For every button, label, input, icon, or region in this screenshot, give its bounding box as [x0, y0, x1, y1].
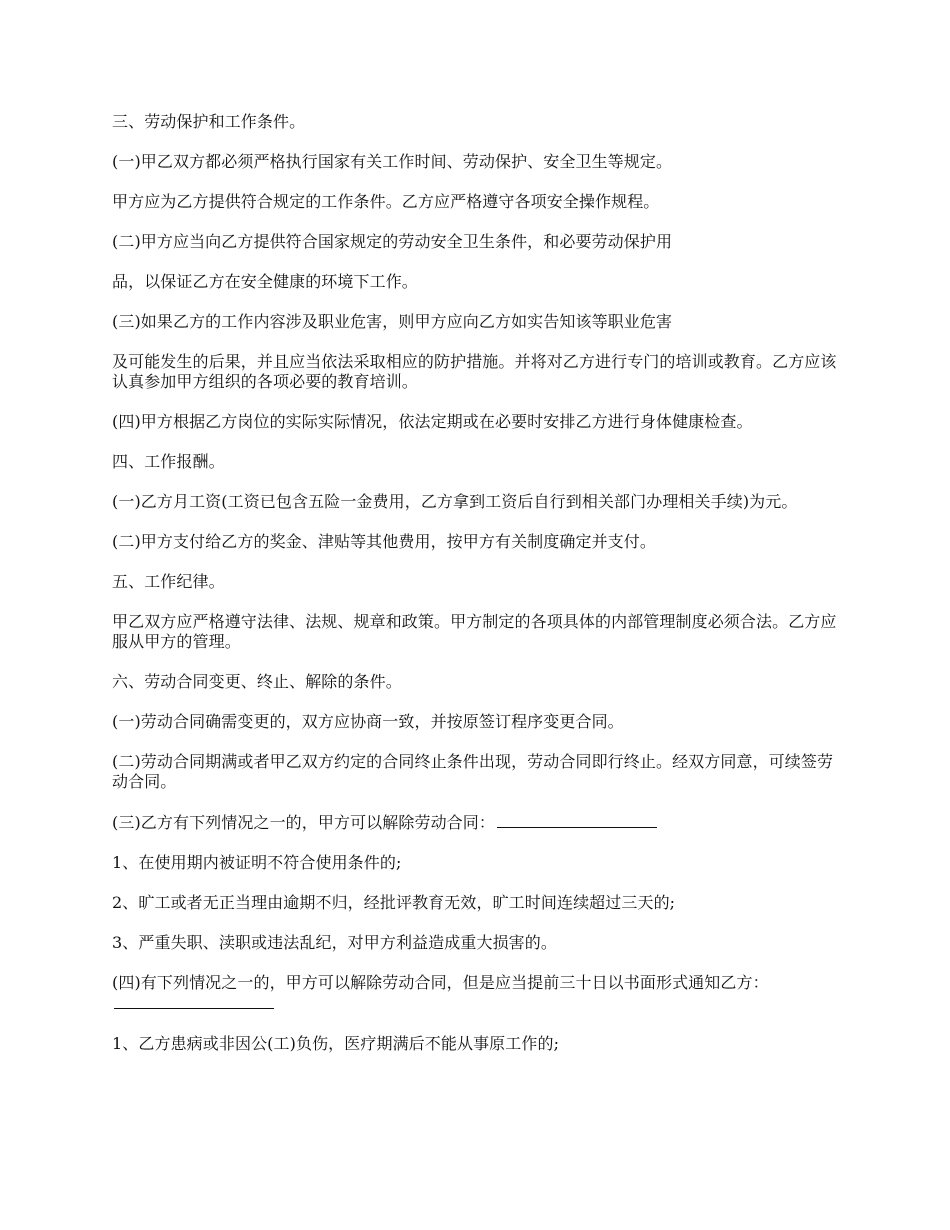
fill-in-blank	[114, 993, 274, 1009]
clause-paragraph: 品，以保证乙方在安全健康的环境下工作。	[112, 272, 418, 291]
list-item: 3、严重失职、渎职或违法乱纪，对甲方利益造成重大损害的。	[112, 933, 557, 952]
list-item: 1、在使用期内被证明不符合使用条件的;	[112, 853, 402, 872]
section-heading-discipline: 五、工作纪律。	[112, 572, 225, 591]
list-item: 1、乙方患病或非因公(工)负伤，医疗期满后不能从事原工作的;	[112, 1034, 560, 1053]
clause-paragraph: (一)乙方月工资(工资已包含五险一金费用，乙方拿到工资后自行到相关部门办理相关手续)为元。	[112, 492, 798, 511]
document-body	[112, 112, 842, 1074]
clause-paragraph: (三)乙方有下列情况之一的，甲方可以解除劳动合同：	[112, 812, 842, 833]
section-heading-remuneration: 四、工作报酬。	[112, 452, 225, 471]
clause-paragraph: (四)甲方根据乙方岗位的实际实际情况，依法定期或在必要时安排乙方进行身体健康检查。	[112, 412, 753, 431]
fill-in-blank	[497, 812, 657, 828]
list-item: 2、旷工或者无正当理由逾期不归，经批评教育无效，旷工时间连续超过三天的;	[112, 893, 676, 912]
section-heading-labor-protection: 三、劳动保护和工作条件。	[112, 112, 306, 131]
clause-paragraph: (二)劳动合同期满或者甲乙双方约定的合同终止条件出现，劳动合同即行终止。经双方同意，可续签劳动合同。	[112, 752, 834, 791]
clause-paragraph: (四)有下列情况之一的，甲方可以解除劳动合同，但是应当提前三十日以书面形式通知乙方：	[112, 973, 842, 1014]
clause-paragraph: (三)如果乙方的工作内容涉及职业危害，则甲方应向乙方如实告知该等职业危害	[112, 312, 673, 331]
clause-paragraph: (一)甲乙双方都必须严格执行国家有关工作时间、劳动保护、安全卫生等规定。	[112, 152, 673, 171]
clause-paragraph: 甲方应为乙方提供符合规定的工作条件。乙方应严格遵守各项安全操作规程。	[112, 192, 660, 211]
clause-paragraph: 甲乙双方应严格遵守法律、法规、规章和政策。甲方制定的各项具体的内部管理制度必须合法。乙方应服从甲方的管理。	[112, 612, 837, 651]
clause-paragraph: (二)甲方支付给乙方的奖金、津贴等其他费用，按甲方有关制度确定并支付。	[112, 532, 656, 551]
clause-paragraph: (二)甲方应当向乙方提供符合国家规定的劳动安全卫生条件，和必要劳动保护用	[112, 232, 673, 251]
clause-paragraph: (一)劳动合同确需变更的，双方应协商一致，并按原签订程序变更合同。	[112, 712, 624, 731]
clause-paragraph: 及可能发生的后果，并且应当依法采取相应的防护措施。并将对乙方进行专门的培训或教育。乙方应该认真参加甲方组织的各项必要的教育培训。	[112, 352, 837, 391]
section-heading-contract-changes: 六、劳动合同变更、终止、解除的条件。	[112, 672, 402, 691]
